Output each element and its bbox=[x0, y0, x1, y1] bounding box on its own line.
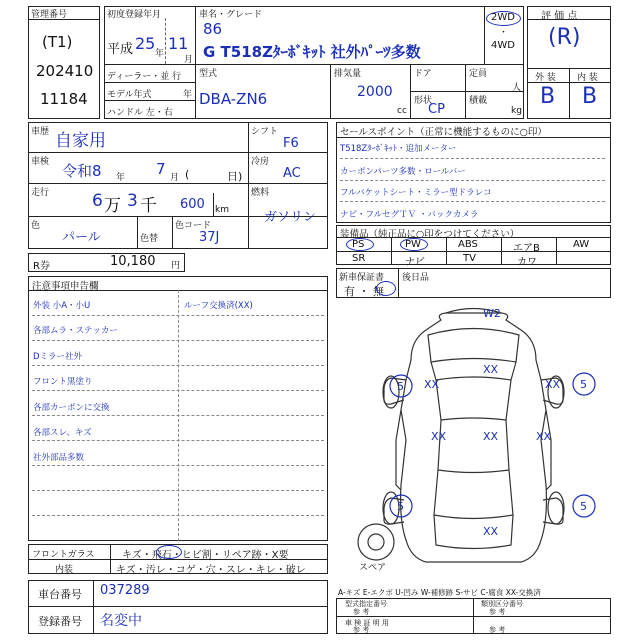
interior-glass-label: 内装 bbox=[55, 565, 74, 575]
inspection-era: 令和8 bbox=[62, 162, 102, 180]
inspection-day-close: 日) bbox=[227, 170, 243, 183]
inspection-label: 車検 bbox=[31, 157, 50, 167]
first-reg-label: 初度登録年月 bbox=[107, 10, 162, 20]
usage-label: 車歴 bbox=[31, 127, 50, 137]
mileage-sen: 3 bbox=[127, 191, 138, 211]
shift: F6 bbox=[283, 136, 299, 151]
note-item: 各部ムラ・ステッカー bbox=[33, 326, 118, 336]
class-label: 類別区分番号 bbox=[481, 600, 523, 608]
usage: 自家用 bbox=[55, 131, 106, 151]
name-label: 車名・グレード bbox=[199, 10, 263, 20]
mileage-man: 6 bbox=[92, 191, 103, 211]
diagram-mark: XX bbox=[483, 363, 499, 376]
color-code-label: 色コード bbox=[175, 221, 212, 231]
interior-glass-value: キズ・汚レ・コゲ・穴・スレ・キレ・破レ bbox=[116, 565, 306, 576]
note-item: フロント黒塗り bbox=[33, 377, 93, 387]
capacity-label: 定員 bbox=[469, 69, 488, 79]
warranty-none-circle bbox=[376, 281, 396, 296]
note-item: 各部スレ、キズ bbox=[33, 428, 92, 438]
diagram-mark: 5 bbox=[580, 378, 587, 391]
spare-label: スペア bbox=[359, 563, 387, 573]
color-label: 色 bbox=[31, 221, 41, 231]
mgmt-number-1: (T1) bbox=[42, 33, 73, 51]
later-label: 後日品 bbox=[402, 273, 430, 283]
mileage-man-unit: 万 bbox=[104, 196, 121, 216]
diagram-mark: 5 bbox=[397, 500, 404, 513]
diagram-mark: XX bbox=[424, 378, 440, 391]
shift-label: シフト bbox=[251, 127, 279, 137]
equip-pw: PW bbox=[405, 239, 421, 250]
exterior-label: 外 装 bbox=[535, 73, 556, 83]
registration-value: 名変中 bbox=[100, 613, 142, 629]
score-label: 評 価 点 bbox=[541, 11, 578, 22]
chassis-label: 車台番号 bbox=[38, 588, 82, 601]
reg-month: 11 bbox=[168, 34, 189, 53]
capacity-unit: 人 bbox=[512, 83, 522, 93]
ac-label: 冷房 bbox=[251, 157, 270, 167]
reg-year-unit: 年 bbox=[155, 49, 165, 59]
equip-ps: PS bbox=[352, 239, 365, 250]
diagram-mark: 5 bbox=[397, 380, 404, 393]
selling-points-title: セールスポイント（正常に機能するものに○印） bbox=[340, 127, 547, 138]
reg-era: 平成 bbox=[107, 42, 134, 57]
note-item: Dミラー社外 bbox=[33, 352, 83, 362]
car-diagram bbox=[336, 300, 611, 585]
cc-unit: cc bbox=[397, 106, 407, 116]
model-year-unit: 年 bbox=[183, 90, 193, 100]
score-value: (R) bbox=[548, 25, 581, 50]
mgmt-number-2: 202410 bbox=[36, 62, 94, 80]
model-year-label: モデル年式 bbox=[107, 90, 152, 100]
door-label: ドア bbox=[414, 69, 432, 79]
drive-dot: ・ bbox=[499, 28, 509, 38]
inspection-month-unit: 月 bbox=[170, 173, 180, 183]
interior-label: 内 装 bbox=[577, 73, 598, 83]
inspection-day-open: ( bbox=[185, 168, 190, 181]
equipment-title: 装備品（純正品に○印をつけてください） bbox=[340, 229, 520, 240]
diagram-mark: 5 bbox=[580, 500, 587, 513]
reg-year: 25 bbox=[135, 34, 156, 53]
diagram-mark: XX bbox=[483, 525, 499, 538]
mileage-sen-unit: 千 bbox=[140, 196, 157, 216]
interior-score: B bbox=[582, 84, 598, 109]
warranty-label: 新車保証書 bbox=[339, 273, 385, 283]
recycle-unit: 円 bbox=[171, 261, 181, 271]
note-item-right: ルーフ交換済(XX) bbox=[184, 301, 253, 311]
selling-point-item: ナビ・フルセグＴＶ ・バックカメラ bbox=[340, 210, 479, 220]
warranty-value: 有 ・ 無 bbox=[344, 285, 384, 298]
color-code: 37J bbox=[199, 230, 220, 245]
shape-label: 形状 bbox=[414, 96, 433, 106]
recycle-label: R券 bbox=[33, 261, 50, 272]
equip-abs: ABS bbox=[458, 239, 478, 250]
handle-label: ハンドル 左・右 bbox=[107, 108, 173, 118]
model-type: DBA-ZN6 bbox=[199, 90, 268, 108]
note-item: 外装 小A・小U bbox=[33, 301, 91, 311]
ref-1: 参 考 bbox=[353, 608, 370, 616]
exterior-score: B bbox=[540, 84, 556, 109]
reg-month-unit: 月 bbox=[184, 55, 194, 65]
km-unit: km bbox=[215, 205, 229, 215]
ref-3: 参 考 bbox=[353, 626, 370, 634]
ac: AC bbox=[283, 166, 301, 181]
equip-aw: AW bbox=[573, 239, 590, 250]
mileage-label: 走行 bbox=[31, 188, 50, 198]
diagram-mark: XX bbox=[536, 430, 552, 443]
note-item: 各部カーボンに交換 bbox=[33, 403, 110, 413]
load-unit: kg bbox=[511, 106, 522, 116]
reg-cert-label: 車 検 証 明 用 bbox=[345, 619, 389, 627]
equip-airbag: エアB bbox=[513, 243, 540, 254]
header-box bbox=[104, 6, 524, 119]
inspection-year-unit: 年 bbox=[116, 173, 126, 183]
recycle-value: 10,180 bbox=[110, 254, 156, 269]
notes-title: 注意事項申告欄 bbox=[32, 281, 99, 292]
chip-circle bbox=[156, 545, 182, 559]
equip-sr: SR bbox=[352, 253, 366, 264]
registration-label: 登録番号 bbox=[38, 615, 82, 628]
equip-navi: ナビ bbox=[405, 257, 425, 268]
diagram-mark: XX bbox=[431, 430, 447, 443]
inspection-month: 7 bbox=[156, 160, 166, 178]
drive-2wd: 2WD bbox=[491, 12, 515, 23]
mgmt-label: 管理番号 bbox=[31, 10, 68, 20]
selling-point-item: フルバケットシート・ミラー型ドラレコ bbox=[340, 188, 492, 198]
car-grade: G T518Zﾀｰﾎﾞｷｯﾄ 社外ﾊﾟｰﾂ多数 bbox=[203, 43, 421, 61]
damage-legend: A-キズ E-エクボ U-凹み W-補修跡 S-サビ C-腐食 XX-交換済 bbox=[338, 588, 541, 597]
ref-2: 参 考 bbox=[489, 608, 506, 616]
drive-4wd: 4WD bbox=[491, 40, 515, 51]
displacement-label: 排気量 bbox=[334, 69, 362, 79]
chassis-value: 037289 bbox=[100, 583, 150, 598]
equip-leather: カワ bbox=[517, 257, 537, 268]
mgmt-number-3: 11184 bbox=[40, 90, 88, 108]
front-glass-label: フロントガラス bbox=[32, 550, 95, 560]
car-name: 86 bbox=[203, 20, 223, 38]
type-label: 型式 bbox=[199, 69, 218, 79]
recycle-box bbox=[28, 253, 185, 272]
selling-point-item: カーボンパーツ多数・ロールバー bbox=[340, 167, 466, 177]
equip-tv: TV bbox=[463, 253, 476, 264]
fuel-label: 燃料 bbox=[251, 188, 270, 198]
mileage-rest: 600 bbox=[180, 197, 205, 212]
selling-point-item: T518Zﾀｰﾎﾞｷｯﾄ・追加メーター bbox=[340, 144, 457, 154]
diagram-mark: W2 bbox=[483, 307, 501, 320]
front-glass-value: キズ・飛石・ヒビ割・リペア跡・X要 bbox=[122, 550, 289, 561]
color: パール bbox=[62, 230, 101, 245]
color-change-label: 色替 bbox=[140, 234, 159, 244]
diagram-mark: XX bbox=[545, 378, 561, 391]
dealer-label: ディーラー・並 行 bbox=[107, 72, 182, 82]
shape: CP bbox=[428, 102, 445, 117]
displacement: 2000 bbox=[357, 84, 393, 100]
load-label: 積載 bbox=[469, 96, 488, 106]
diagram-mark: XX bbox=[483, 430, 499, 443]
type-cert-label: 型式指定番号 bbox=[345, 600, 387, 608]
fuel: ガソリン bbox=[264, 210, 317, 225]
note-item: 社外部品多数 bbox=[33, 453, 85, 463]
ref-4: 参 考 bbox=[489, 626, 506, 634]
